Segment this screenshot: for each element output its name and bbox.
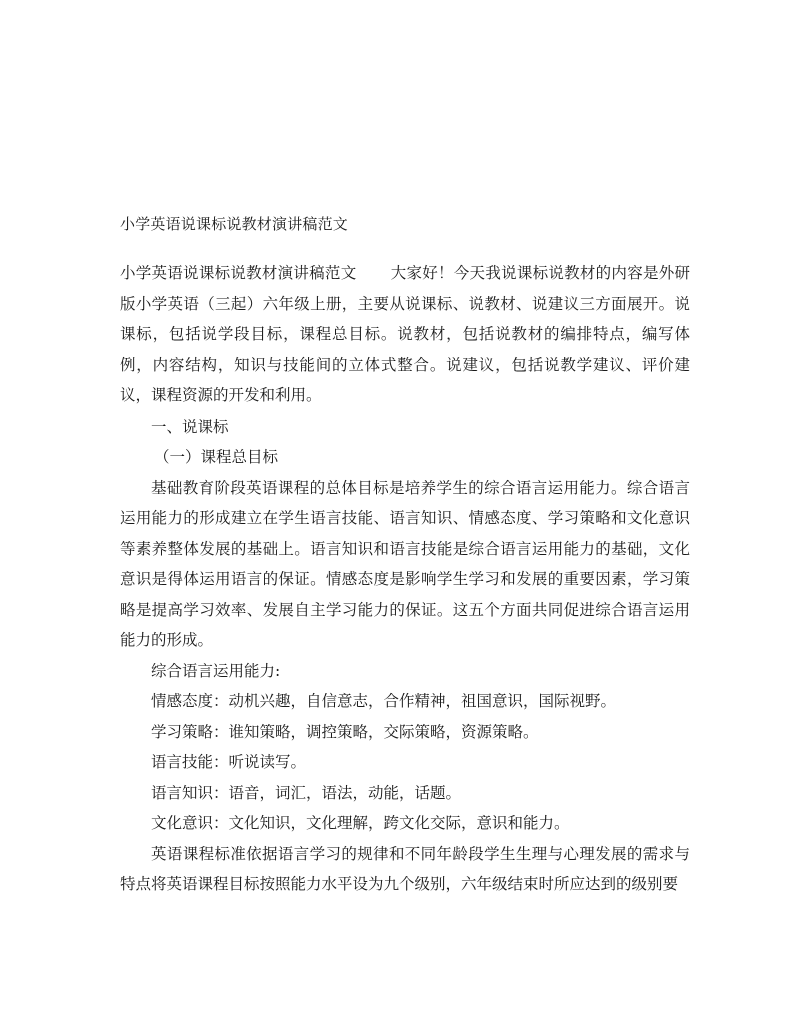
- document-title: 小学英语说课标说教材演讲稿范文: [120, 215, 349, 233]
- section-heading: 一、说课标: [151, 417, 229, 436]
- ability-item-affect: 情感态度：动机兴趣，自信意志，合作精神，祖国意识，国际视野。: [151, 692, 617, 710]
- subsection-heading: （一）课程总目标: [154, 448, 279, 466]
- ability-item-skills: 语言技能：听说读写。: [151, 753, 307, 771]
- intro-paragraph: [120, 258, 690, 411]
- ability-item-strategy: 学习策略：谁知策略，调控策略，交际策略，资源策略。: [151, 722, 539, 741]
- ability-label: 综合语言运用能力:: [151, 661, 281, 680]
- ability-item-culture: 文化意识：文化知识，文化理解，跨文化交际，意识和能力。: [151, 814, 570, 832]
- body-paragraph-2: 英语课程标准依据语言学习的规律和不同年龄段学生生理与心理发展的需求与特点将英语课程目标按照能力水平设为九个级别，六年级结束时所应达到的级别要: [120, 844, 690, 893]
- document-page: [120, 210, 690, 900]
- intro-text: 大家好！今天我说课标说教材的内容是外研版小学英语（三起）六年级上册，主要从说课标、说教材、说建议三方面展开。说课标，包括说学段目标，课程总目标。说教材，包括说教材的编排特点，编写体例，内容结构，知识与技能间的立体式整合。说建议，包括说教学建议、评价建议，课程资源的开发和利用。: [120, 264, 690, 404]
- ability-item-knowledge: 语言知识：语音，词汇，语法，动能，话题。: [151, 783, 462, 802]
- intro-lead: 小学英语说课标说教材演讲稿范文: [120, 264, 357, 282]
- body-paragraph-1: 基础教育阶段英语课程的总体目标是培养学生的综合语言运用能力。综合语言运用能力的形成建立在学生语言技能、语言知识、情感态度、学习策略和文化意识等素养整体发展的基础上。语言知识和语言技能是综合语言运用能力的基础，文化意识是得体运用语言的保证。情感态度是影响学生学习和发展的重要因素，学习策略是提高学习效率、发展自主学习能力的保证。这五个方面共同促进综合语言运用能力的形成。: [120, 478, 690, 649]
